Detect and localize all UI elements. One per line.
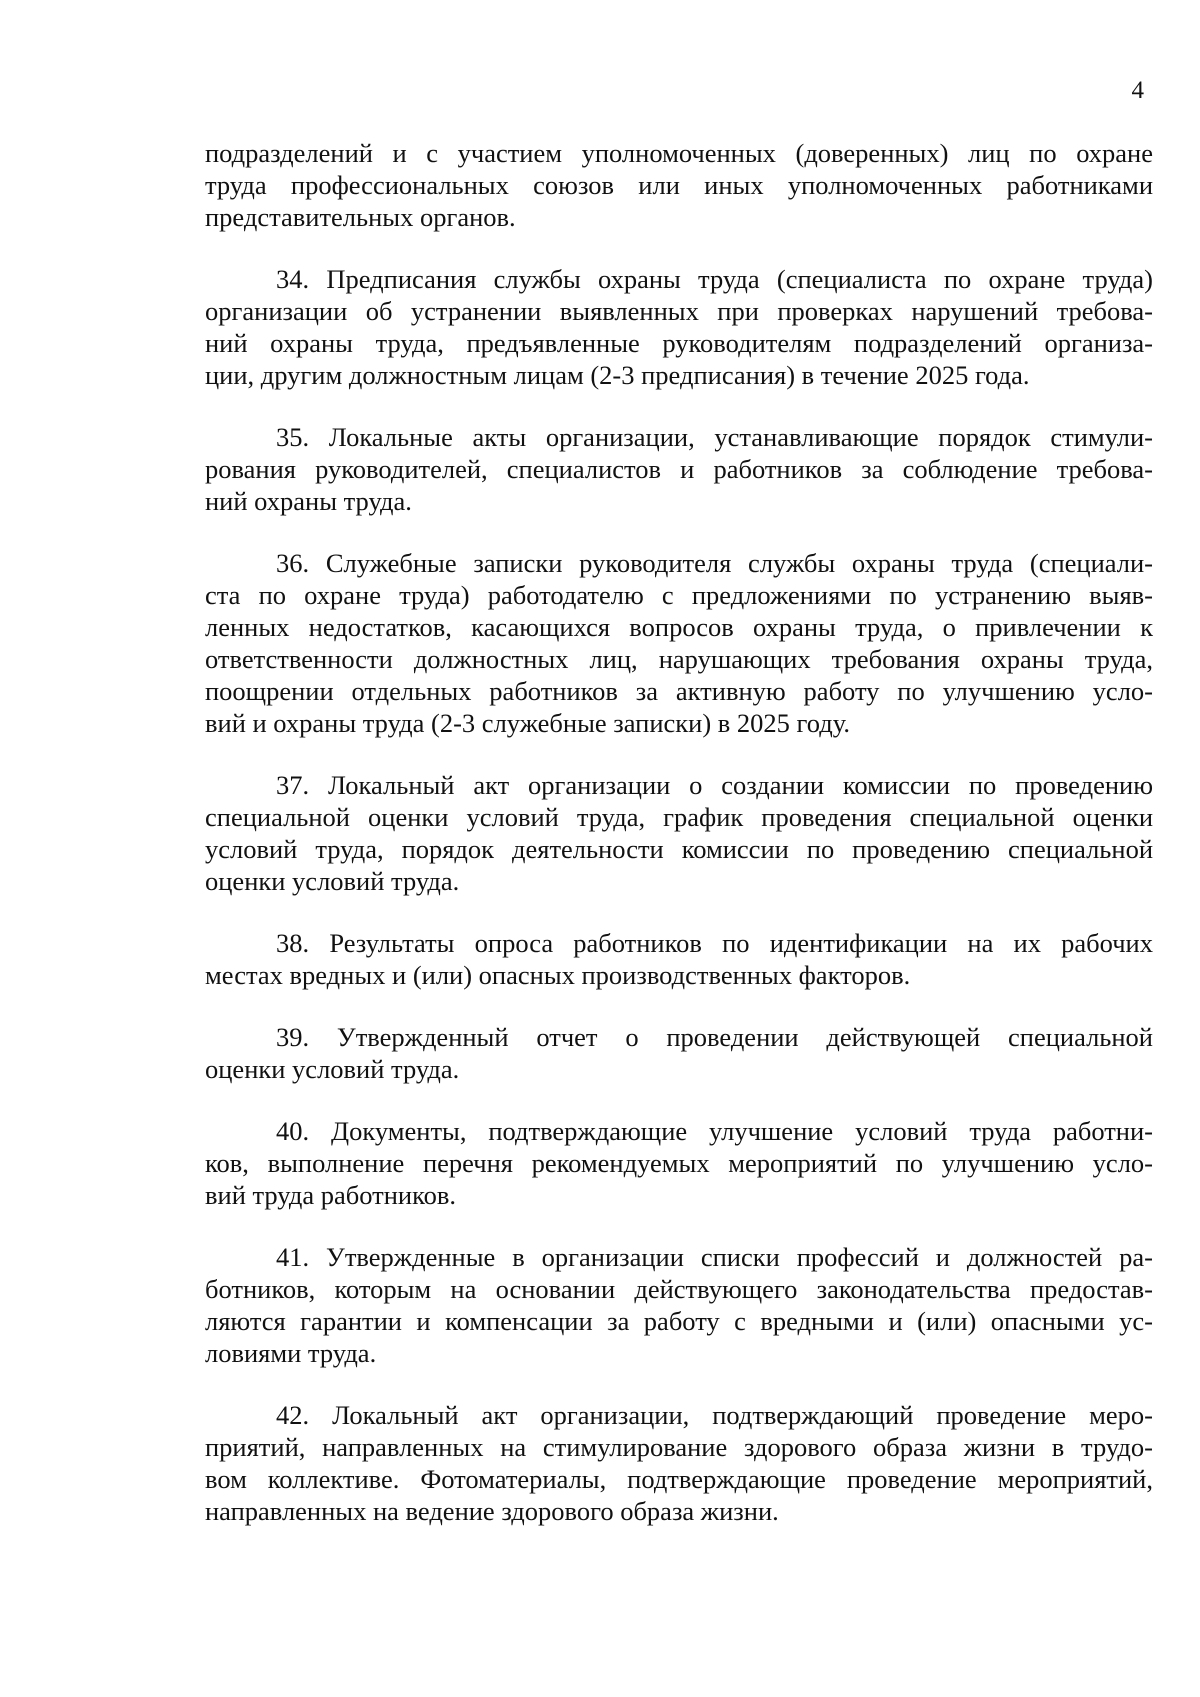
text-line: 35. Локальные акты организации, устанавливающие порядок стимули- [276, 422, 1153, 452]
text-line: 41. Утвержденные в организации списки профессий и должностей ра- [276, 1242, 1153, 1272]
text-line: вий труда работников. [205, 1180, 457, 1210]
text-line: ботников, которым на основании действующего законодательства предостав- [205, 1274, 1153, 1304]
text-line: 37. Локальный акт организации о создании комиссии по проведению [276, 770, 1153, 800]
text-line: ции, другим должностным лицам (2-3 предписания) в течение 2025 года. [205, 360, 1030, 390]
text-line: 42. Локальный акт организации, подтверждающий проведение меро- [276, 1400, 1153, 1430]
text-line: специальной оценки условий труда, график проведения специальной оценки [205, 802, 1153, 832]
paragraph-p40 [205, 1115, 1153, 1211]
text-line: труда профессиональных союзов или иных уполномоченных работниками [205, 170, 1153, 200]
text-line: вий и охраны труда (2-3 служебные записки) в 2025 году. [205, 708, 850, 738]
text-line: вом коллективе. Фотоматериалы, подтверждающие проведение мероприятий, [205, 1464, 1153, 1494]
text-line: оценки условий труда. [205, 866, 460, 896]
text-line: 40. Документы, подтверждающие улучшение условий труда работни- [276, 1116, 1153, 1146]
text-line: 36. Служебные записки руководителя службы охраны труда (специали- [276, 548, 1153, 578]
paragraph-p37 [205, 769, 1153, 897]
text-line: 39. Утвержденный отчет о проведении действующей специальной [276, 1022, 1153, 1052]
text-line: ний охраны труда. [205, 486, 412, 516]
paragraph-p38 [205, 927, 1153, 991]
text-line: местах вредных и (или) опасных производственных факторов. [205, 960, 911, 990]
text-line: ловиями труда. [205, 1338, 377, 1368]
paragraph-p41 [205, 1241, 1153, 1369]
text-line: рования руководителей, специалистов и работников за соблюдение требова- [205, 454, 1153, 484]
text-line: ков, выполнение перечня рекомендуемых мероприятий по улучшению усло- [205, 1148, 1153, 1178]
text-line: ста по охране труда) работодателю с предложениями по устранению выяв- [205, 580, 1153, 610]
text-line: оценки условий труда. [205, 1054, 460, 1084]
paragraph-p36 [205, 547, 1153, 739]
paragraph-p42 [205, 1399, 1153, 1527]
text-line: ляются гарантии и компенсации за работу с вредными и (или) опасными ус- [205, 1306, 1153, 1336]
paragraph-p35 [205, 421, 1153, 517]
text-line: 34. Предписания службы охраны труда (специалиста по охране труда) [276, 264, 1153, 294]
text-line: ответственности должностных лиц, нарушающих требования охраны труда, [205, 644, 1153, 674]
document-body [205, 137, 1153, 1557]
text-line: организации об устранении выявленных при проверках нарушений требова- [205, 296, 1153, 326]
text-line: поощрении отдельных работников за активную работу по улучшению усло- [205, 676, 1153, 706]
text-line: условий труда, порядок деятельности комиссии по проведению специальной [205, 834, 1153, 864]
paragraph-cont [205, 137, 1153, 233]
page-number: 4 [1131, 77, 1144, 104]
text-line: приятий, направленных на стимулирование здорового образа жизни в трудо- [205, 1432, 1153, 1462]
text-line: представительных органов. [205, 202, 516, 232]
text-line: подразделений и с участием уполномоченных (доверенных) лиц по охране [205, 138, 1153, 168]
text-line: ленных недостатков, касающихся вопросов охраны труда, о привлечении к [205, 612, 1153, 642]
text-line: ний охраны труда, предъявленные руководителям подразделений организа- [205, 328, 1153, 358]
text-line: 38. Результаты опроса работников по идентификации на их рабочих [276, 928, 1153, 958]
paragraph-p39 [205, 1021, 1153, 1085]
text-line: направленных на ведение здорового образа жизни. [205, 1496, 779, 1526]
paragraph-p34 [205, 263, 1153, 391]
